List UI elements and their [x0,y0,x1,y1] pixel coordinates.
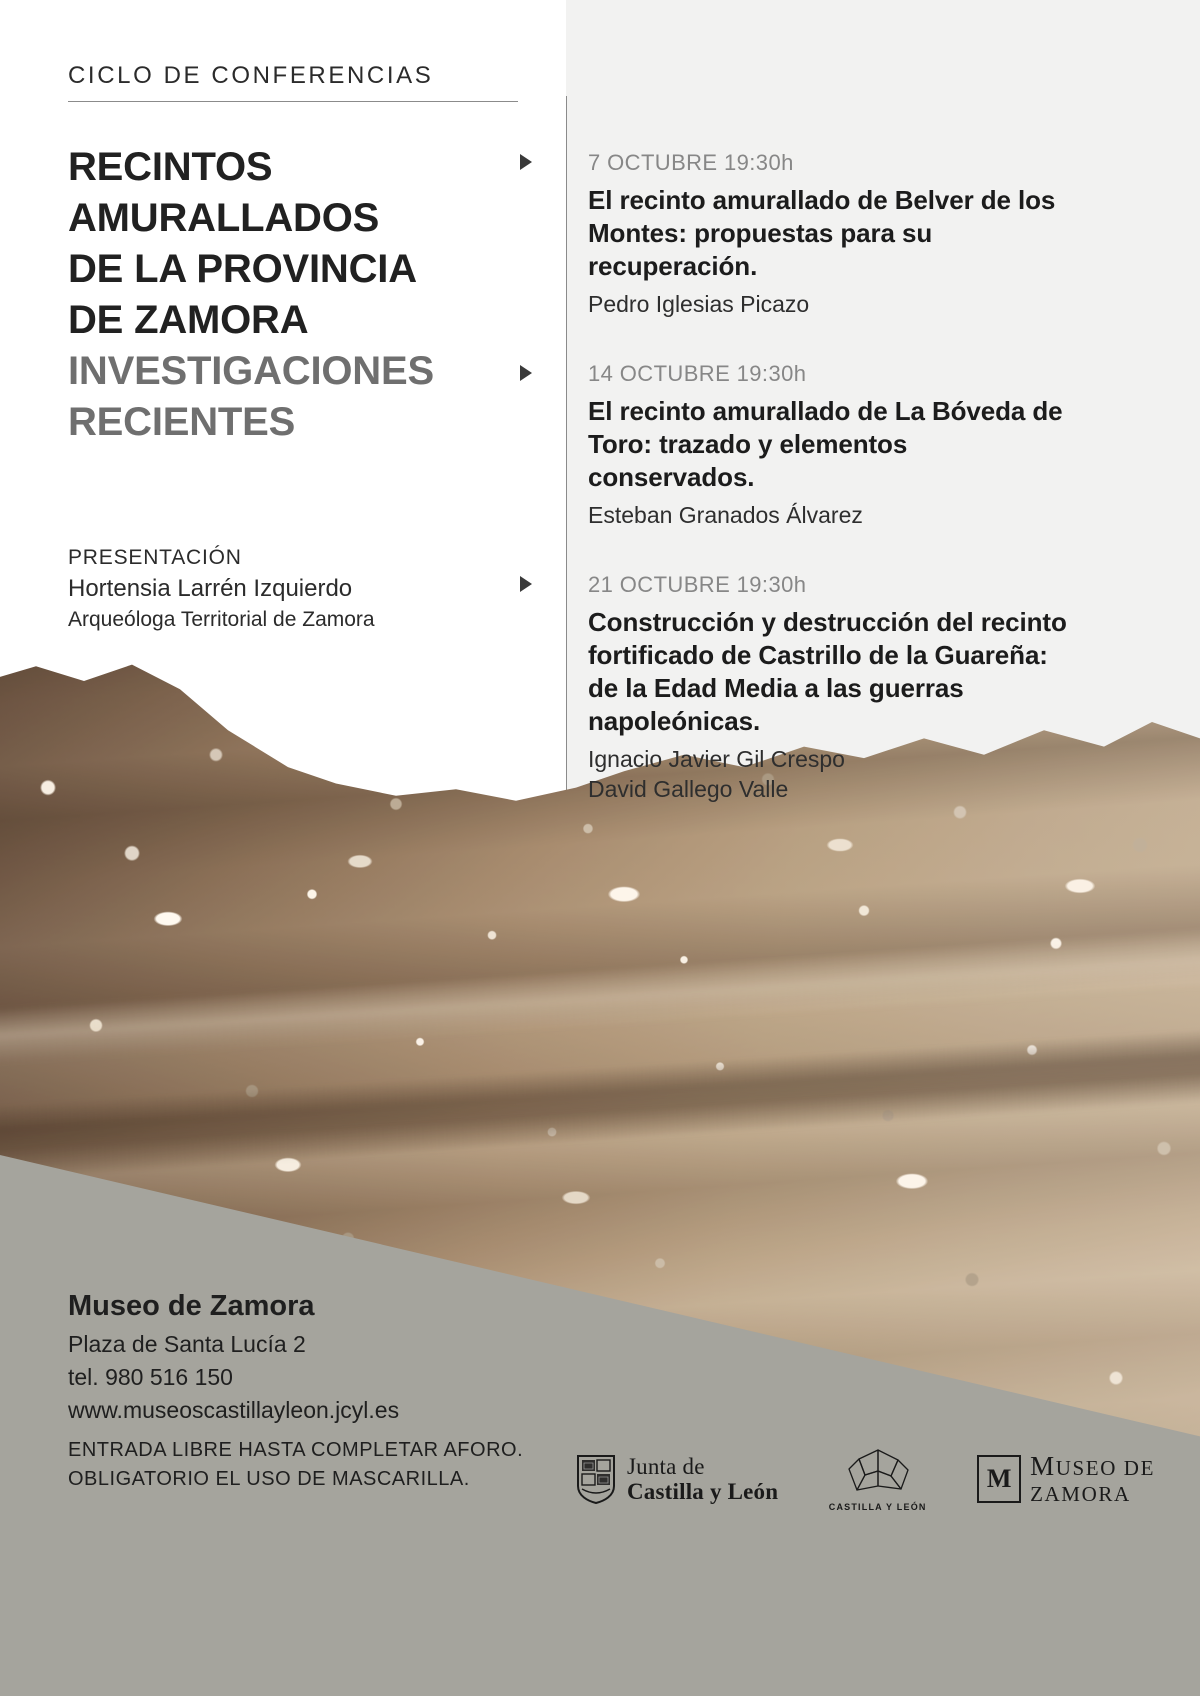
lecture-title: El recinto amurallado de Belver de los Montes: propuestas para su recuperación. [588,185,1056,281]
lecture-item [588,570,1068,804]
page-title [68,142,508,448]
lecture-list [588,148,1068,804]
presentation-name: Hortensia Larrén Izquierdo [68,575,353,602]
kicker-label: CICLO DE CONFERENCIAS [68,62,434,89]
lecture-speaker: Esteban Granados Álvarez [588,502,863,528]
lecture-title: Construcción y destrucción del recinto fortificado de Castrillo de la Guareña: de la Edad Media a las guerras napoleónicas. [588,607,1067,736]
junta-line-1: Junta de [627,1454,705,1479]
notice-line-2: OBLIGATORIO EL USO DE MASCARILLA. [68,1468,470,1490]
museo-line-1 [1030,1451,1155,1482]
notice-block [68,1436,628,1494]
junta-line-2: Castilla y León [627,1479,779,1504]
museo-monogram-letter: M [986,1464,1012,1493]
logo-castilla-y-leon [829,1446,927,1512]
triangle-bullet-icon [520,576,532,592]
lecture-speaker: Ignacio Javier Gil Crespo [588,746,845,772]
presentation-block [68,543,508,635]
castilla-leon-star-icon [845,1446,911,1496]
venue-website: www.museoscastillayleon.jcyl.es [68,1397,400,1423]
title-line-3: DE LA PROVINCIA [68,247,417,291]
coat-of-arms-icon [575,1453,617,1505]
venue-name: Museo de Zamora [68,1290,315,1322]
presentation-label: PRESENTACIÓN [68,546,242,569]
museo-monogram-icon [977,1455,1021,1503]
lecture-date: 14 OCTUBRE 19:30h [588,361,807,386]
title-line-2: AMURALLADOS [68,196,380,240]
lecture-date: 21 OCTUBRE 19:30h [588,572,807,597]
venue-phone: tel. 980 516 150 [68,1364,233,1390]
lecture-title: El recinto amurallado de La Bóveda de Toro: trazado y elementos conservados. [588,396,1063,492]
lecture-date: 7 OCTUBRE 19:30h [588,150,794,175]
triangle-bullet-icon [520,365,532,381]
logo-museo-de-zamora [977,1451,1155,1506]
presentation-role: Arqueóloga Territorial de Zamora [68,608,375,631]
lecture-speaker: David Gallego Valle [588,776,789,802]
kicker-divider [68,101,518,102]
museo-line-1-cap: M [1030,1451,1056,1482]
logo-junta-castilla-y-leon [575,1453,778,1505]
triangle-bullet-icon [520,154,532,170]
museo-line-2: ZAMORA [1030,1482,1131,1507]
lecture-item [588,148,1068,319]
castilla-leon-caption: CASTILLA Y LEÓN [828,1502,927,1512]
venue-address: Plaza de Santa Lucía 2 [68,1331,306,1357]
subtitle-line-1: INVESTIGACIONES [68,349,434,393]
lecture-speaker: Pedro Iglesias Picazo [588,291,810,317]
lecture-item [588,359,1068,530]
subtitle-line-2: RECIENTES [68,400,296,444]
title-line-1: RECINTOS [68,145,273,189]
logo-row [575,1424,1155,1534]
notice-line-1: ENTRADA LIBRE HASTA COMPLETAR AFORO. [68,1439,524,1461]
venue-block [68,1286,588,1427]
museo-line-1-rest: USEO DE [1055,1456,1155,1481]
title-line-4: DE ZAMORA [68,298,309,342]
